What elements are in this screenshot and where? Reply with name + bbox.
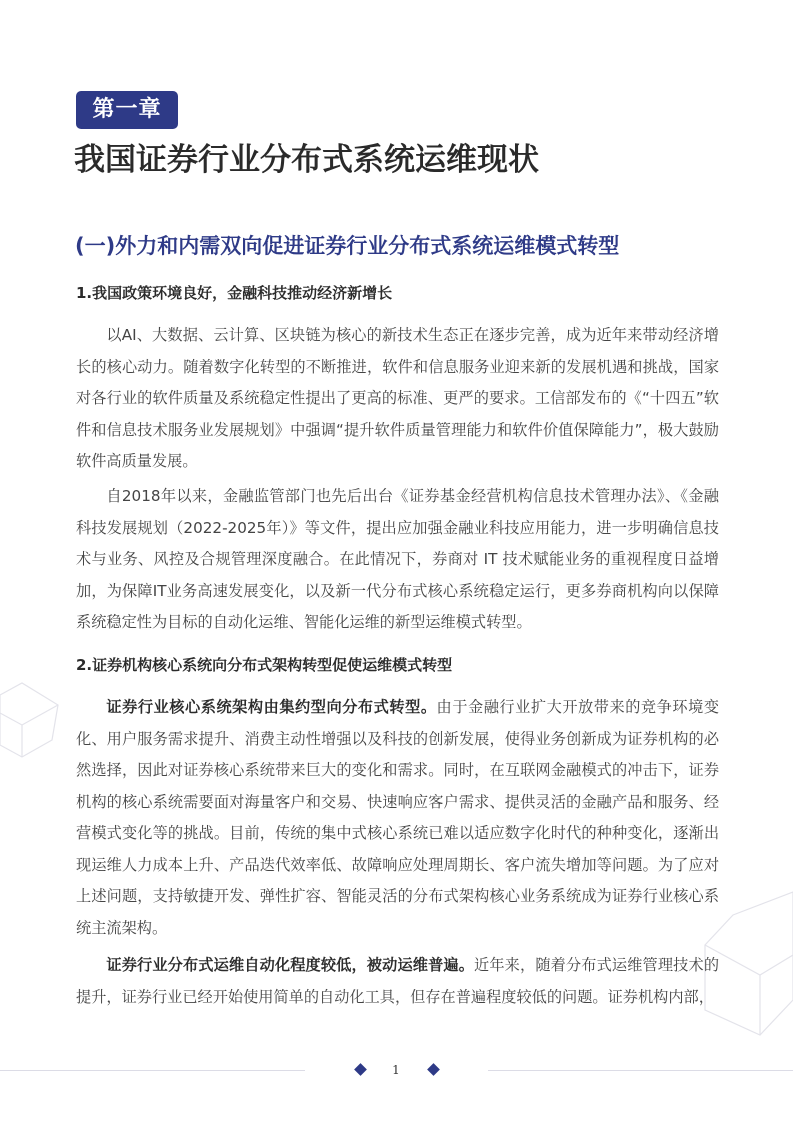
paragraph-2: 自2018年以来，金融监管部门也先后出台《证券基金经营机构信息技术管理办法》、《金融科技发展规划（2022-2025年）》等文件，提出应加强金融业科技应用能力，进一步明确信息技术与业务、风控及合规管理深度融合。在此情况下，券商对 IT 技术赋能业务的重视程度日益增加，为保障IT业务高速发展变化，以及新一代分布式核心系统稳定运行，更多券商机构向以保障系统稳定性为目标的自动化运维、智能化运维的新型运维模式转型。 <box>76 487 719 631</box>
paragraph-3 <box>76 692 719 944</box>
footer-rule-left <box>0 1070 305 1071</box>
subsection-heading-1: 1.我国政策环境良好，金融科技推动经济新增长 <box>76 284 393 302</box>
paragraph-3-body: 由于金融行业扩大开放带来的竞争环境变化、用户服务需求提升、消费主动性增强以及科技的创新发展，使得业务创新成为证券机构的必然选择，因此对证券核心系统带来巨大的变化和需求。同时，在互联网金融模式的冲击下，证券机构的核心系统需要面对海量客户和交易、快速响应客户需求、提供灵活的金融产品和服务、经营模式变化等的挑战。目前，传统的集中式核心系统已难以适应数字化时代的种种变化，逐渐出现运维人力成本上升、产品迭代效率低、故障响应处理周期长、客户流失增加等问题。为了应对上述问题，支持敏捷开发、弹性扩容、智能灵活的分布式架构核心业务系统成为证券行业核心系统主流架构。 <box>76 698 720 937</box>
paragraph-4-lead: 证券行业分布式运维自动化程度较低，被动运维普遍。 <box>106 956 475 974</box>
chapter-badge: 第一章 <box>76 91 178 129</box>
paragraph-3-lead: 证券行业核心系统架构由集约型向分布式转型。 <box>106 698 437 716</box>
subsection-heading-2: 2.证券机构核心系统向分布式架构转型促使运维模式转型 <box>76 656 453 674</box>
footer-diamond-right-icon <box>427 1063 440 1076</box>
section-heading: (一)外力和内需双向促进证券行业分布式系统运维模式转型 <box>75 234 620 258</box>
page-number: 1 <box>392 1063 400 1077</box>
footer-diamond-left-icon <box>354 1063 367 1076</box>
page-title: 我国证券行业分布式系统运维现状 <box>74 142 539 178</box>
paragraph-4-body: 近年来，随着分布式运维管理技术的提升，证券行业已经开始使用简单的自动化工具，但存在普遍程度较低的问题。证券机构内部， <box>76 956 720 1006</box>
footer-rule-right <box>488 1070 793 1071</box>
paragraph-4 <box>76 950 719 1013</box>
paragraph-1: 以AI、大数据、云计算、区块链为核心的新技术生态正在逐步完善，成为近年来带动经济增长的核心动力。随着数字化转型的不断推进，软件和信息服务业迎来新的发展机遇和挑战，国家对各行业的软件质量及系统稳定性提出了更高的标准、更严的要求。工信部发布的《“十四五”软件和信息技术服务业发展规划》中强调“提升软件质量管理能力和软件价值保障能力”，极大鼓励软件高质量发展。 <box>76 326 719 470</box>
